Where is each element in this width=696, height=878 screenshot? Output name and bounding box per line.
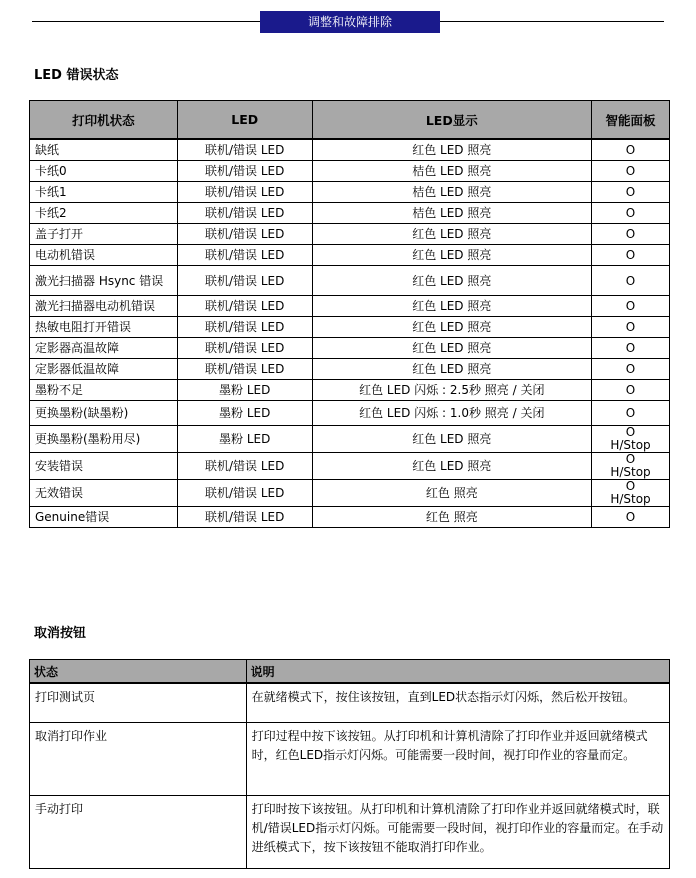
column-header: 状态	[30, 660, 247, 684]
column-header: 打印机状态	[30, 101, 178, 140]
display-cell: 红色 LED 照亮	[312, 426, 591, 453]
panel-cell: O	[592, 317, 670, 338]
table-row	[30, 683, 670, 723]
description-cell: 在就绪模式下，按住该按钮，直到LED状态指示灯闪烁，然后松开按钮。	[246, 683, 669, 723]
table-row	[30, 380, 670, 401]
panel-cell: O H/Stop	[592, 453, 670, 480]
table-row	[30, 266, 670, 296]
status-cell: 卡纸1	[30, 182, 178, 203]
status-cell: 定影器低温故障	[30, 359, 178, 380]
display-cell: 红色 LED 照亮	[312, 338, 591, 359]
table-header-row	[30, 101, 670, 140]
panel-cell: O H/Stop	[592, 480, 670, 507]
description-cell: 打印过程中按下该按钮。从打印机和计算机清除了打印作业并返回就绪模式时，红色LED指示灯闪烁。可能需要一段时间，视打印作业的容量而定。	[246, 723, 669, 796]
led-cell: 联机/错误 LED	[177, 296, 312, 317]
status-cell: 更换墨粉(墨粉用尽)	[30, 426, 178, 453]
panel-cell: O	[592, 224, 670, 245]
table-row	[30, 453, 670, 480]
led-cell: 联机/错误 LED	[177, 359, 312, 380]
panel-cell: O	[592, 338, 670, 359]
status-cell: 盖子打开	[30, 224, 178, 245]
led-cell: 联机/错误 LED	[177, 203, 312, 224]
status-cell: Genuine错误	[30, 507, 178, 528]
status-cell: 卡纸0	[30, 161, 178, 182]
panel-cell: O	[592, 296, 670, 317]
led-cell: 联机/错误 LED	[177, 182, 312, 203]
status-cell: 缺纸	[30, 139, 178, 161]
panel-cell: O	[592, 359, 670, 380]
table-row	[30, 224, 670, 245]
table-row	[30, 139, 670, 161]
table-row	[30, 480, 670, 507]
display-cell: 红色 LED 照亮	[312, 453, 591, 480]
table-row	[30, 359, 670, 380]
led-section-title: LED 错误状态	[34, 68, 119, 83]
panel-cell: O	[592, 245, 670, 266]
status-cell: 激光扫描器 Hsync 错误	[30, 266, 178, 296]
cancel-section-title: 取消按钮	[34, 626, 87, 641]
column-header: LED	[177, 101, 312, 140]
display-cell: 红色 LED 照亮	[312, 139, 591, 161]
table-row	[30, 338, 670, 359]
display-cell: 桔色 LED 照亮	[312, 203, 591, 224]
led-cell: 墨粉 LED	[177, 426, 312, 453]
status-cell: 卡纸2	[30, 203, 178, 224]
panel-cell: O	[592, 380, 670, 401]
display-cell: 红色 LED 照亮	[312, 224, 591, 245]
cancel-button-table	[29, 659, 670, 869]
led-cell: 联机/错误 LED	[177, 224, 312, 245]
state-cell: 手动打印	[30, 796, 247, 869]
status-cell: 电动机错误	[30, 245, 178, 266]
panel-cell: O	[592, 161, 670, 182]
display-cell: 桔色 LED 照亮	[312, 182, 591, 203]
state-cell: 取消打印作业	[30, 723, 247, 796]
led-cell: 联机/错误 LED	[177, 245, 312, 266]
table-row	[30, 796, 670, 869]
display-cell: 桔色 LED 照亮	[312, 161, 591, 182]
state-cell: 打印测试页	[30, 683, 247, 723]
column-header: LED显示	[312, 101, 591, 140]
table-row	[30, 296, 670, 317]
chapter-header: 调整和故障排除	[260, 11, 440, 33]
panel-cell: O	[592, 203, 670, 224]
led-cell: 联机/错误 LED	[177, 338, 312, 359]
panel-cell: O	[592, 266, 670, 296]
status-cell: 墨粉不足	[30, 380, 178, 401]
led-cell: 联机/错误 LED	[177, 139, 312, 161]
table-header-row	[30, 660, 670, 684]
panel-cell: O	[592, 139, 670, 161]
table-row	[30, 317, 670, 338]
panel-cell: O	[592, 507, 670, 528]
header-rule-right	[440, 21, 664, 22]
status-cell: 无效错误	[30, 480, 178, 507]
panel-cell: O	[592, 182, 670, 203]
display-cell: 红色 LED 照亮	[312, 266, 591, 296]
display-cell: 红色 照亮	[312, 480, 591, 507]
display-cell: 红色 LED 照亮	[312, 245, 591, 266]
status-cell: 安装错误	[30, 453, 178, 480]
led-cell: 联机/错误 LED	[177, 161, 312, 182]
led-cell: 墨粉 LED	[177, 380, 312, 401]
led-cell: 联机/错误 LED	[177, 453, 312, 480]
display-cell: 红色 LED 照亮	[312, 296, 591, 317]
status-cell: 激光扫描器电动机错误	[30, 296, 178, 317]
panel-cell: O	[592, 401, 670, 426]
table-row	[30, 161, 670, 182]
table-row	[30, 723, 670, 796]
table-row	[30, 401, 670, 426]
header-rule-left	[32, 21, 260, 22]
led-cell: 联机/错误 LED	[177, 266, 312, 296]
table-row	[30, 245, 670, 266]
display-cell: 红色 LED 照亮	[312, 317, 591, 338]
led-cell: 联机/错误 LED	[177, 507, 312, 528]
led-cell: 墨粉 LED	[177, 401, 312, 426]
description-cell: 打印时按下该按钮。从打印机和计算机清除了打印作业并返回就绪模式时，联机/错误LED指示灯闪烁。可能需要一段时间，视打印作业的容量而定。在手动进纸模式下，按下该按钮不能取消打印作业。	[246, 796, 669, 869]
display-cell: 红色 LED 闪烁 : 1.0秒 照亮 / 关闭	[312, 401, 591, 426]
display-cell: 红色 LED 闪烁 : 2.5秒 照亮 / 关闭	[312, 380, 591, 401]
display-cell: 红色 照亮	[312, 507, 591, 528]
column-header: 说明	[246, 660, 669, 684]
display-cell: 红色 LED 照亮	[312, 359, 591, 380]
table-row	[30, 203, 670, 224]
status-cell: 热敏电阻打开错误	[30, 317, 178, 338]
table-row	[30, 182, 670, 203]
status-cell: 更换墨粉(缺墨粉)	[30, 401, 178, 426]
led-cell: 联机/错误 LED	[177, 480, 312, 507]
led-cell: 联机/错误 LED	[177, 317, 312, 338]
led-error-table	[29, 100, 670, 528]
table-row	[30, 507, 670, 528]
panel-cell: O H/Stop	[592, 426, 670, 453]
status-cell: 定影器高温故障	[30, 338, 178, 359]
column-header: 智能面板	[592, 101, 670, 140]
table-row	[30, 426, 670, 453]
